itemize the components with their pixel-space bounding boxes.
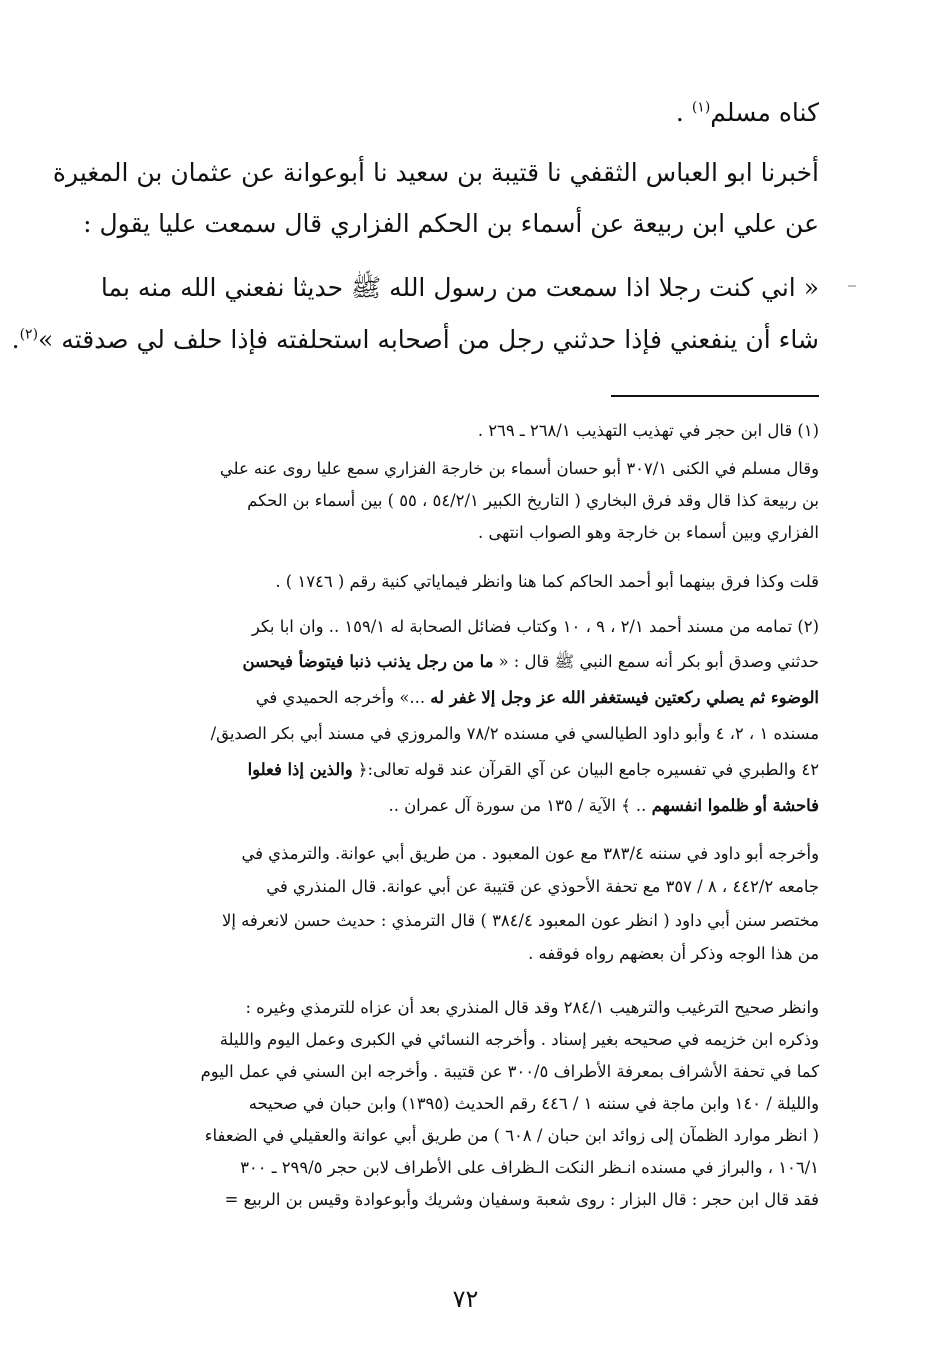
footnote-2-para-3-line-7: فقد قال ابن حجر : قال البزار : روى شعبة وسفيان وشريك وأبوعوادة وقيس بن الربيع = — [224, 1190, 819, 1209]
footnote-1-line-4: الفزاري وبين أسماء بن خارجة وهو الصواب انتهى . — [478, 523, 819, 542]
footnote-2-para-2-line-2: جامعه ٤٤٢/٢ ، ٨ / ٣٥٧ مع تحفة الأحوذي عن قتيبة عن أبي عوانة. قال المنذري في — [266, 877, 819, 896]
footnote-2-para-2-line-3: مختصر سنن أبي داود ( انظر عون المعبود ٣٨٤/٤ ) قال الترمذي : حديث حسن لانعرفه إلا — [221, 911, 819, 930]
footnote-2-line-2: حدثني وصدق أبو بكر أنه سمع النبي ﷺ قال : « ما من رجل يذنب ذنبا فيتوضأ فيحسن — [242, 652, 819, 671]
footnote-2-para-3-line-2: وذكره ابن خزيمه في صحيحه بغير إسناد . وأخرجه النسائي في الكبرى وعمل اليوم والليلة — [219, 1030, 819, 1049]
footnote-2-line-6: فاحشة أو ظلموا انفسهم .. ﴾ الآية / ١٣٥ من سورة آل عمران .. — [388, 796, 819, 815]
footnote-2-para-3-line-3: كما في تحفة الأشراف بمعرفة الأطراف ٣٠٠/٥ عن قتيبة . وأخرجه ابن السني في عمل اليوم — [200, 1062, 819, 1081]
footnote-2-para-2-line-4: من هذا الوجه وذكر أن بعضهم رواه فوقفه . — [528, 944, 819, 963]
footnote-ref-1: (١) — [691, 99, 711, 116]
footnote-2-para-3-line-1: وانظر صحيح الترغيب والترهيب ٢٨٤/١ وقد قال المنذري بعد أن عزاه للترمذي وغيره : — [245, 998, 819, 1017]
footnote-1-line-2: وقال مسلم في الكنى ٣٠٧/١ أبو حسان أسماء بن خارجة الفزاري سمع عليا روى عنه علي — [219, 459, 819, 478]
footnote-2-para-3-line-6: ١٠٦/١ ، والبراز في مسنده انـظر النكت الـظراف على الأطراف لابن حجر ٢٩٩/٥ ـ ٣٠٠ — [240, 1158, 819, 1177]
footnote-1-line-3: بن ربيعة كذا قال وقد فرق البخاري ( التاريخ الكبير ٥٤/٢/١ ، ٥٥ ) بين أسماء بن الحكم — [247, 491, 819, 510]
footnote-2-line-5: ٤٢ والطبري في تفسيره جامع البيان عن آي القرآن عند قوله تعالى:﴿ والذين إذا فعلوا — [247, 760, 819, 779]
main-text-line-4: « اني كنت رجلا اذا سمعت من رسول الله ﷺ حديثا نفعني الله منه بما — [100, 273, 819, 302]
footnote-2-line-4: مسنده ١ ، ٢، ٤ وأبو داود الطيالسي في مسنده ٧٨/٢ والمروزي في مسند أبي بكر الصديق/ — [210, 724, 819, 743]
footnote-2-para-2-line-1: وأخرجه أبو داود في سننه ٣٨٣/٤ مع عون المعبود . من طريق أبي عوانة. والترمذي في — [241, 844, 819, 863]
main-text-line-2: أخبرنا ابو العباس الثقفي نا قتيبة بن سعيد نا أبوعوانة عن عثمان بن المغيرة — [52, 158, 819, 187]
scan-mark — [848, 285, 856, 287]
footnote-2-para-3-line-4: والليلة / ١٤٠ وابن ماجة في سننه ١ / ٤٤٦ رقم الحديث (١٣٩٥) وابن حبان في صحيحه — [248, 1094, 819, 1113]
footnote-ref-2: (٢) — [19, 326, 39, 343]
page-number: ٧٢ — [452, 1285, 479, 1313]
footnote-1-line-1: (١) قال ابن حجر في تهذيب التهذيب ٢٦٨/١ ـ ٢٦٩ . — [477, 421, 819, 440]
footnote-1-line-5: قلت وكذا فرق بينهما أبو أحمد الحاكم كما هنا وانظر فيماياتي كنية رقم ( ١٧٤٦ ) . — [275, 572, 819, 591]
footnote-2-para-3-line-5: ( انظر موارد الظمآن إلى زوائد ابن حبان / ٦٠٨ ) من طريق أبي عوانة والعقيلي في الضعفاء — [204, 1126, 819, 1145]
main-text-line-1: كناه مسلم$^{(١)}$ . — [675, 98, 819, 127]
footnote-2-line-3: الوضوء ثم يصلي ركعتين فيستغفر الله عز وجل إلا غفر له ...» وأخرجه الحميدي في — [255, 688, 819, 707]
main-text-line-5: شاء أن ينفعني فإذا حدثني رجل من أصحابه استحلفته فإذا حلف لي صدقته »$^{(٢)}$. — [11, 325, 819, 354]
main-text-line-3: عن علي ابن ربيعة عن أسماء بن الحكم الفزاري قال سمعت عليا يقول : — [83, 209, 819, 238]
footnote-separator — [611, 395, 819, 397]
footnote-2-line-1: (٢) تمامه من مسند أحمد ٢/١ ، ٩ ، ١٠ وكتاب فضائل الصحابة له ١٥٩/١ .. وان ابا بكر — [251, 617, 819, 636]
